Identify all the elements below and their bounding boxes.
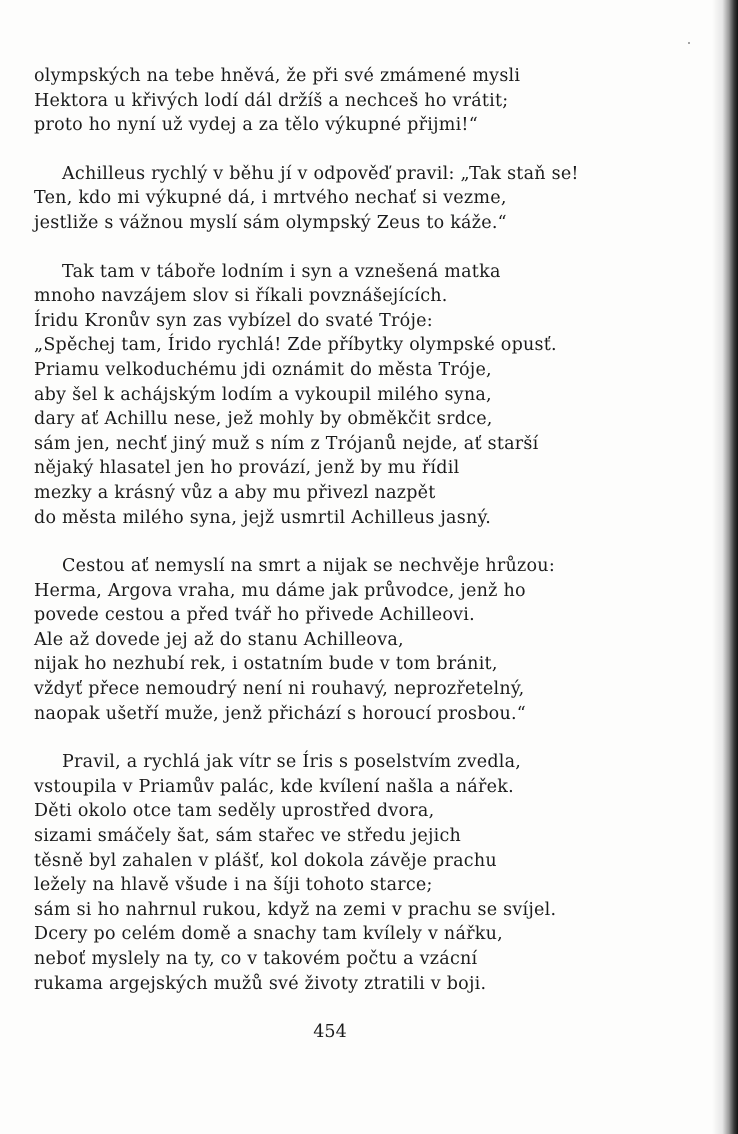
verse-line: do města milého syna, jejž usmrtil Achilleus jasný. bbox=[34, 507, 492, 528]
verse-line: olympských na tebe hněvá, že při své zmámené mysli bbox=[34, 66, 521, 86]
verse-line: aby šel k achájským lodím a vykoupil milého syna, bbox=[34, 384, 492, 405]
verse-line: vstoupila v Priamův palác, kde kvílení našla a nářek. bbox=[34, 776, 514, 797]
verse-line: mnoho navzájem slov si říkali povznášejících. bbox=[34, 286, 448, 307]
verse-line: Hektora u křivých lodí dál držíš a nechceš ho vrátit; bbox=[34, 90, 509, 111]
verse-line: neboť myslely na ty, co v takovém počtu a vzácní bbox=[34, 949, 478, 969]
stanza bbox=[34, 162, 694, 236]
verse-line: proto ho nyní už vydej a za tělo výkupné přijmi!“ bbox=[34, 115, 478, 136]
stanza bbox=[34, 260, 694, 531]
page-number: 454 bbox=[313, 1022, 347, 1042]
verse-line: rukama argejských mužů své životy ztratili v boji. bbox=[34, 973, 487, 994]
verse-line: Ale až dovede jej až do stanu Achilleova, bbox=[34, 629, 404, 650]
verse-line: Herma, Argova vraha, mu dáme jak průvodce, jenž ho bbox=[34, 580, 526, 601]
stanza bbox=[34, 750, 694, 996]
verse-line: Dcery po celém domě a snachy tam kvílely v nářku, bbox=[34, 924, 503, 945]
verse-line: Děti okolo otce tam seděly uprostřed dvora, bbox=[34, 801, 435, 822]
stanza bbox=[34, 554, 694, 726]
verse-line: povede cestou a před tvář ho přivede Achilleovi. bbox=[34, 605, 475, 626]
verse-line: Achilleus rychlý v běhu jí v odpověď pravil: „Tak staň se! bbox=[62, 163, 579, 184]
stanza bbox=[34, 64, 694, 138]
verse-line: Priamu velkoduchému jdi oznámit do města Tróje, bbox=[34, 359, 492, 380]
verse-line: sám si ho nahrnul rukou, když na zemi v prachu se svíjel. bbox=[34, 899, 557, 920]
verse-line: Ten, kdo mi výkupné dá, i mrtvého nechať si vezme, bbox=[34, 188, 507, 209]
verse-line: Tak tam v táboře lodním i syn a vznešená matka bbox=[62, 261, 501, 282]
verse-line: sizami smáčely šat, sám stařec ve středu jejich bbox=[34, 826, 462, 847]
poem-text bbox=[34, 64, 694, 1020]
verse-line: mezky a krásný vůz a aby mu přivezl nazpět bbox=[34, 482, 436, 503]
paper-speck bbox=[688, 42, 690, 44]
verse-line: Cestou ať nemyslí na smrt a nijak se nechvěje hrůzou: bbox=[62, 556, 555, 577]
verse-line: jestliže s vážnou myslí sám olympský Zeus to káže.“ bbox=[34, 212, 507, 233]
verse-line: nijak ho nezhubí rek, i ostatním bude v tom bránit, bbox=[34, 654, 498, 675]
verse-line: Íridu Kronův syn zas vybízel do svaté Tróje: bbox=[34, 310, 433, 331]
book-spine-shadow bbox=[712, 0, 738, 1134]
verse-line: sám jen, nechť jiný muž s ním z Trójanů nejde, ať starší bbox=[34, 433, 539, 454]
verse-line: nějaký hlasatel jen ho provází, jenž by mu řídil bbox=[34, 458, 460, 479]
verse-line: vždyť přece nemoudrý není ni rouhavý, neprozřetelný, bbox=[34, 679, 525, 700]
verse-line: Pravil, a rychlá jak vítr se Íris s poselstvím zvedla, bbox=[62, 752, 522, 773]
verse-line: ležely na hlavě všude i na šíji tohoto starce; bbox=[34, 875, 433, 896]
verse-line: dary ať Achillu nese, jež mohly by obměkčit srdce, bbox=[34, 409, 493, 430]
verse-line: „Spěchej tam, Írido rychlá! Zde příbytky olympské opusť. bbox=[34, 335, 557, 356]
verse-line: naopak ušetří muže, jenž přichází s horoucí prosbou.“ bbox=[34, 703, 526, 724]
verse-line: těsně byl zahalen v plášť, kol dokola závěje prachu bbox=[34, 850, 497, 871]
